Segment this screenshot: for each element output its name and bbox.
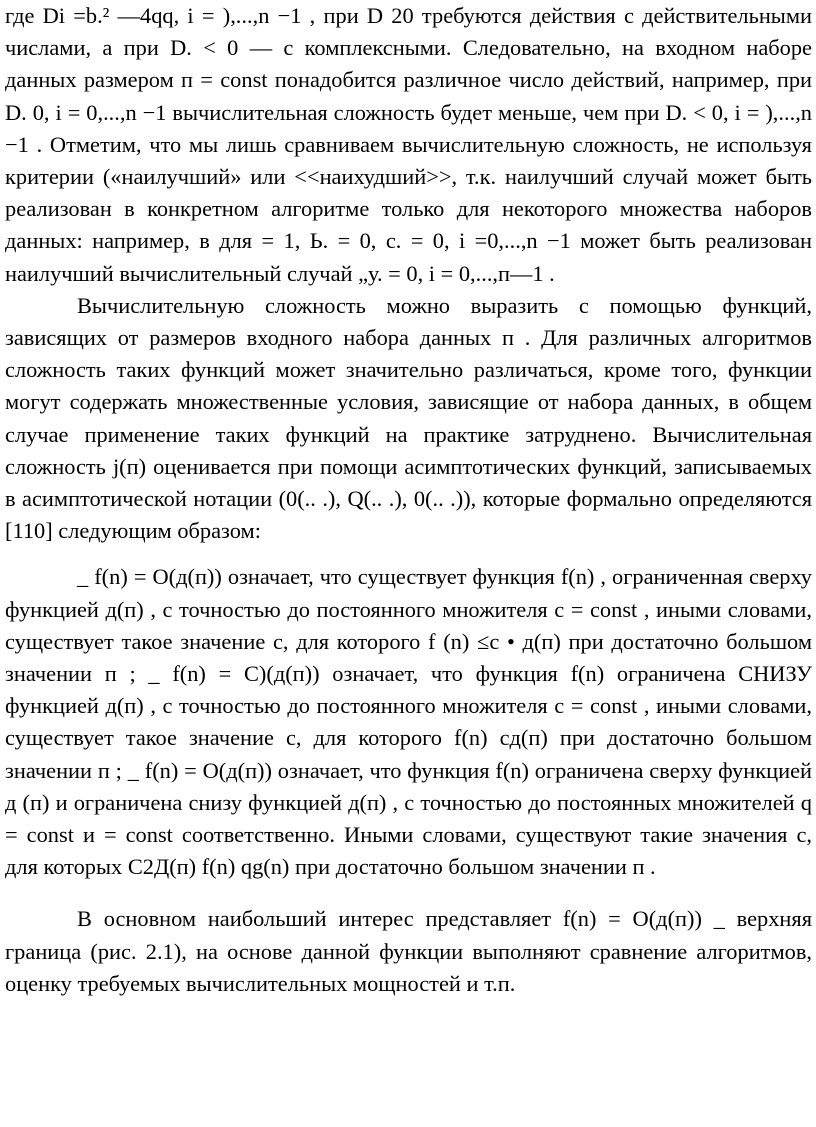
- paragraph-big-o-definitions: _ f(n) = О(д(п)) означает, что существует функция f(n) , ограниченная сверху функцией д(п) , с точностью до постоянного множителя с = const , иными словами, существует такое значение с, для которого f (n) ≤c • д(п) при достаточно большом значении п ; _ f(n) = С)(д(п)) означает, что функция f(n) ограничена СНИЗУ функцией д(п) , с точностью до постоянного множителя с = const , иными словами, существует такое значение с, для которого f(n) сд(п) при достаточно большом значении п ; _ f(n) = О(д(п)) означает, что функция f(n) ограничена сверху функцией д (п) и ограничена снизу функцией д(п) , с точностью до постоянных множителей q = const и = const соответственно. Иными словами, существуют такие значения с, для которых С2Д(п) f(n) qg(n) при достаточно большом значении п .: [5, 564, 812, 880]
- paragraph-asymptotic-functions: Вычислительную сложность можно выразить с помощью функций, зависящих от размеров входного набора данных п . Для различных алгоритмов сложность таких функций может значительно различаться, кроме того, функции могут содержать множественные условия, зависящие от набора данных, в общем случае применение таких функций на практике затруднено. Вычислительная сложность j(п) оценивается при помощи асимптотических функций, записываемых в асимптотической нотации (0(.. .), Q(.. .), 0(.. .)), которые формально определяются [110] следующим образом:: [5, 292, 812, 544]
- paragraph-upper-bound: В основном наибольший интерес представляет f(n) = О(д(п)) _ верхняя граница (рис. 2.1), на основе данной функции выполняют сравнение алгоритмов, оценку требуемых вычислительных мощностей и т.п.: [5, 906, 812, 996]
- paragraph-complexity-example: где Di =b.² —4qq, i = ),...,n −1 , при D 20 требуются действия с действительными числами, а при D. < 0 — с комплексными. Следовательно, на входном наборе данных размером п = const понадобится различное число действий, например, при D. 0, i = 0,...,n −1 вычислительная сложность будет меньше, чем при D. < 0, i = ),...,n −1 . Отметим, что мы лишь сравниваем вычислительную сложность, не используя критерии («наилучший» или <<наихудший>>, т.к. наилучший случай может быть реализован в конкретном алгоритме только для некоторого множества наборов данных: например, в для = 1, Ь. = 0, с. = 0, i =0,...,n −1 может быть реализован наилучший вычислительный случай „у. = 0, i = 0,...,п—1 .: [5, 3, 812, 286]
